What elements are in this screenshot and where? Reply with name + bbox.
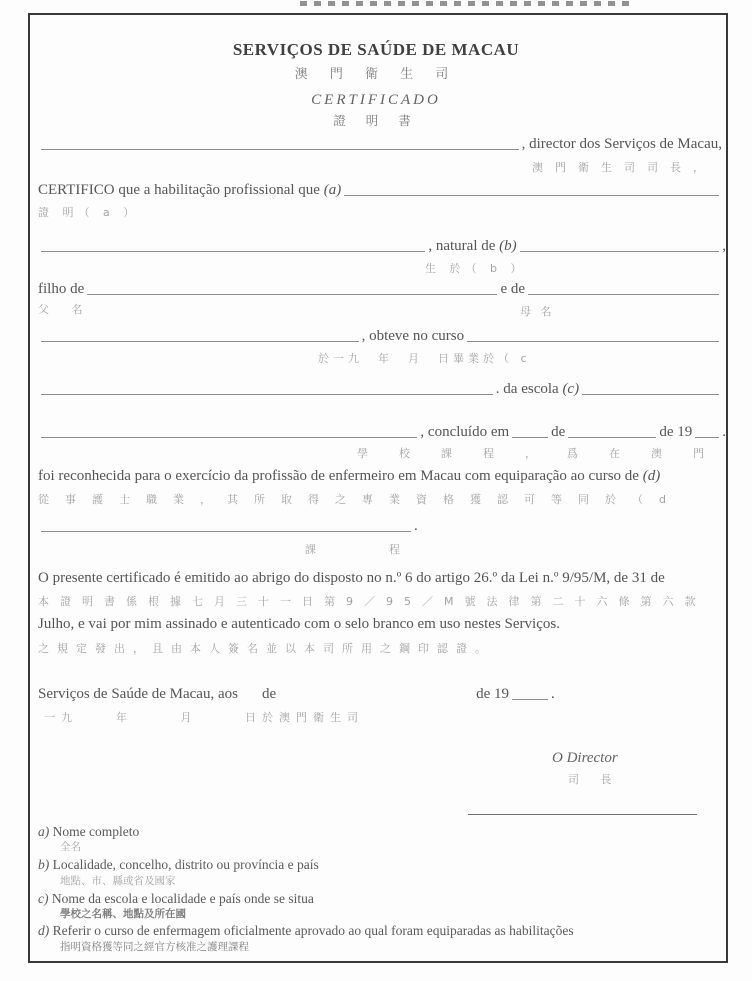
blank-school-2 — [41, 437, 417, 438]
footnote-a-marker: a) — [38, 824, 50, 839]
closing-de19-label: de 19 — [476, 686, 510, 702]
director-zh: 澳門衛生司司長， — [532, 161, 716, 174]
natural-row — [38, 238, 726, 255]
footnote-d — [38, 923, 574, 939]
footnote-c-zh: 學校之名稱、地點及所在國 — [60, 908, 186, 920]
footnote-b-marker: b) — [38, 857, 50, 872]
natural-zh: 生 於（ b ） — [425, 262, 527, 275]
equivalent-course-row — [38, 518, 418, 535]
recognized-row — [38, 468, 726, 485]
doc-title-zh: 證 明 書 — [333, 113, 419, 128]
e-de-label: e de — [500, 281, 526, 297]
director-suffix: , director dos Serviços de Macau, — [521, 136, 722, 152]
footnote-c-text: Nome da escola e localidade e país onde se situa — [51, 891, 314, 906]
footnote-b-zh: 地點、市、縣或省及國家 — [60, 875, 176, 887]
ref-c: (c) — [562, 381, 580, 397]
da-escola-label: . da escola — [495, 381, 563, 397]
law-line-2: Julho, e vai por mim assinado e autenticado com o selo branco em uso nestes Serviços. — [38, 616, 560, 632]
law-line-1: O presente certificado é emitido ao abrigo do disposto no n.º 6 do artigo 26.º da Lei n.º 9/95/M, de 31 de — [38, 570, 665, 586]
blank-mother-name-2 — [41, 341, 359, 342]
certify-zh: 證 明（ a ） — [38, 206, 140, 219]
law-line-1-zh: 本證明書係根據七月三十一日第9／95／M號法律第二十六條第六款 — [38, 595, 707, 608]
blank-mother-name — [528, 294, 719, 295]
footnote-d-text: Referir o curso de enfermagem oficialmente aprovado ao qual foram equiparadas as habilitações — [52, 923, 574, 938]
blank-qualification — [344, 195, 719, 196]
footnote-b-text: Localidade, concelho, distrito ou província e país — [52, 857, 319, 872]
blank-birthplace — [520, 251, 720, 252]
ref-d: (d) — [642, 468, 661, 484]
footnote-a-text: Nome completo — [52, 824, 140, 839]
blank-month — [568, 437, 656, 438]
blank-father-name — [87, 294, 497, 295]
natural-comma: , — [722, 238, 726, 254]
mother-zh: 母 名 — [520, 305, 555, 318]
ref-a: (a) — [323, 182, 342, 198]
footnote-c-marker: c) — [38, 891, 49, 906]
school-zh: 學校課程，爲在澳門 — [357, 447, 735, 460]
completion-row — [38, 424, 726, 441]
certificate-frame — [28, 13, 728, 963]
parents-row — [38, 281, 722, 298]
blank-qualification-2 — [41, 251, 425, 252]
ref-b: (b) — [499, 238, 517, 254]
law-line-2-zh: 之規定發出，且由本人簽名並以本司所用之鋼印認證。 — [38, 642, 494, 655]
recognized-text: foi reconhecida para o exercício da profissão de enfermeiro em Macau com equiparação ao curso de — [38, 468, 643, 484]
certify-prefix: CERTIFICO que a habilitação profissional que — [38, 182, 324, 198]
de19-label: de 19 — [659, 424, 693, 440]
closing-de-label: de — [261, 686, 277, 702]
place-date-label: Serviços de Saúde de Macau, aos — [38, 686, 238, 702]
footnote-d-marker: d) — [38, 923, 50, 938]
director-title: O Director — [552, 750, 618, 766]
blank-day — [512, 437, 548, 438]
org-title-zh: 澳 門 衛 生 司 — [294, 67, 458, 82]
de-label-1: de — [551, 424, 566, 440]
blank-school — [582, 394, 719, 395]
recognized-zh: 從事護士職業，其所取得之專業資格獲認可等同於（d — [38, 493, 682, 506]
father-zh: 父 名 — [38, 303, 86, 316]
blank-equivalent-course — [41, 531, 411, 532]
blank-course-2 — [41, 394, 493, 395]
natural-de-label: , natural de — [428, 238, 500, 254]
course-row — [38, 328, 722, 345]
director-title-zh: 司 長 — [568, 773, 621, 786]
org-title-pt: SERVIÇOS DE SAÚDE DE MACAU — [232, 40, 520, 59]
closing-period: . — [551, 686, 555, 702]
filho-de-label: filho de — [38, 281, 85, 297]
completion-period: . — [722, 424, 726, 440]
footnote-c — [38, 891, 314, 907]
footnote-b — [38, 857, 319, 873]
clipped-top-text — [300, 1, 630, 6]
signature-line — [468, 814, 697, 815]
certify-row — [38, 182, 722, 199]
blank-year — [695, 437, 719, 438]
director-name-row — [38, 136, 722, 153]
blank-director-name — [41, 149, 519, 150]
footnote-a-zh: 全名 — [60, 841, 81, 853]
school-row — [38, 381, 722, 398]
equivalent-period: . — [414, 518, 418, 534]
blank-closing-year — [512, 699, 548, 700]
footnote-a — [38, 824, 139, 840]
concluido-label: , concluído em — [420, 424, 510, 440]
obteve-label: , obteve no curso — [361, 328, 465, 344]
footnote-d-zh: 指明資格獲等同之經官方核准之護理課程 — [60, 941, 249, 953]
curso-zh: 課 程 — [305, 543, 422, 556]
blank-course — [467, 341, 719, 342]
closing-date-row — [38, 686, 555, 703]
closing-date-zh: 一九 年 月 日於澳門衛生司 — [44, 711, 364, 724]
obteve-zh: 於一九 年 月 日畢業於（ c — [318, 352, 531, 365]
doc-title-pt: CERTIFICADO — [311, 92, 441, 108]
